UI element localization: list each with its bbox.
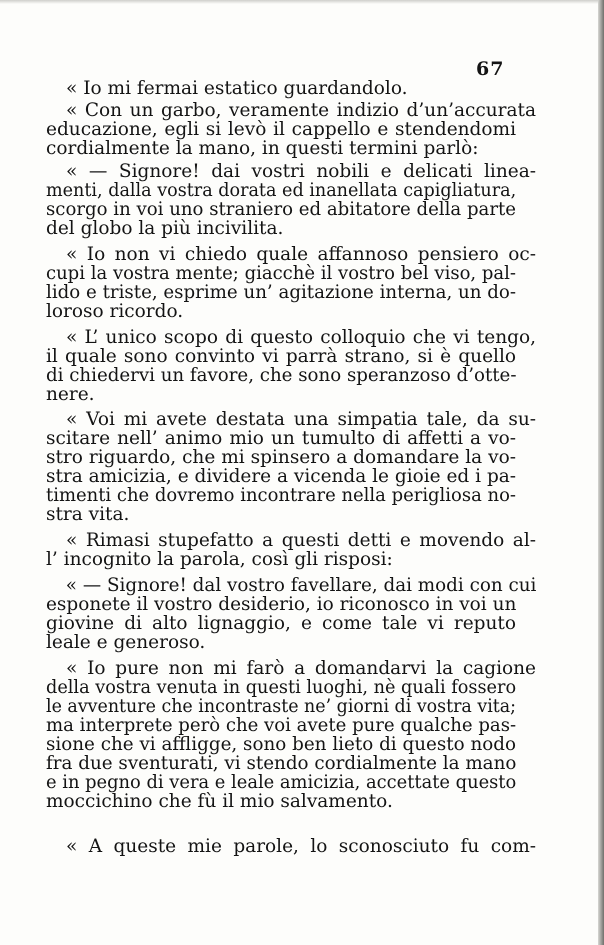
text-line: ma interprete però che voi avete pure qualche pas-: [46, 715, 517, 736]
text-line: l’ incognito la parola, così gli risposi:: [46, 549, 393, 570]
text-line: il quale sono convinto vi parrà strano, si è quello: [46, 346, 516, 367]
text-line: educazione, egli si levò il cappello e stendendomi: [46, 119, 516, 140]
page-edge-shadow: [598, 0, 604, 945]
text-line: cupi la vostra mente; giacchè il vostro bel viso, pal-: [46, 263, 517, 284]
text-line: timenti che dovremo incontrare nella perigliosa no-: [46, 485, 517, 506]
page-number: 67: [476, 58, 505, 80]
text-line: « — Signore! dal vostro favellare, dai modi con cui: [65, 575, 537, 596]
text-line: fra due sventurati, vi stendo cordialmente la mano: [46, 753, 517, 774]
text-line: sione che vi affligge, sono ben lieto di questo nodo: [46, 734, 517, 755]
text-line: e in pegno di vera e leale amicizia, accettate questo: [46, 772, 517, 793]
text-line: leale e generoso.: [46, 632, 206, 653]
text-line: « Io pure non mi farò a domandarvi la cagione: [66, 658, 536, 679]
text-line: giovine di alto lignaggio, e come tale vi reputo: [46, 613, 516, 634]
text-line: « Io mi fermai estatico guardandolo.: [66, 78, 408, 99]
text-line: nere.: [46, 384, 95, 405]
text-line: loroso ricordo.: [46, 301, 184, 322]
text-line: « Rimasi stupefatto a questi detti e movendo al-: [66, 530, 536, 551]
text-line: scorgo in voi uno straniero ed abitatore della parte: [46, 199, 517, 220]
text-line: esponete il vostro desiderio, io riconosco in voi un: [46, 594, 517, 615]
text-line: « — Signore! dai vostri nobili e delicati linea-: [66, 161, 536, 182]
page-top-shadow: [0, 0, 604, 4]
text-line: stra amicizia, e dividere a vicenda le gioie ed i pa-: [46, 466, 517, 487]
text-line: « L’ unico scopo di questo colloquio che vi tengo,: [66, 327, 536, 348]
text-line: della vostra venuta in questi luoghi, nè quali fossero: [46, 677, 517, 698]
text-line: « A queste mie parole, lo sconosciuto fu com-: [66, 836, 536, 857]
text-line: « Io non vi chiedo quale affannoso pensiero oc-: [66, 244, 536, 265]
text-line: moccichino che fù il mio salvamento.: [46, 791, 393, 812]
text-line: stra vita.: [46, 504, 130, 525]
text-line: le avventure che incontraste ne’ giorni di vostra vita;: [46, 696, 517, 717]
text-line: « Con un garbo, veramente indizio d’un’accurata: [66, 100, 536, 121]
text-line: lido e triste, esprime un’ agitazione interna, un do-: [46, 282, 517, 303]
text-line: scitare nell’ animo mio un tumulto di affetti a vo-: [46, 428, 516, 449]
text-line: « Voi mi avete destata una simpatia tale, da su-: [66, 409, 536, 430]
text-line: del globo la più incivilita.: [46, 218, 284, 239]
text-line: menti, dalla vostra dorata ed inanellata capigliatura,: [46, 180, 517, 201]
text-line: stro riguardo, che mi spinsero a domandare la vo-: [46, 447, 516, 468]
text-line: cordialmente la mano, in questi termini parlò:: [46, 138, 479, 159]
text-line: di chiedervi un favore, che sono speranzoso d’otte-: [46, 365, 517, 386]
